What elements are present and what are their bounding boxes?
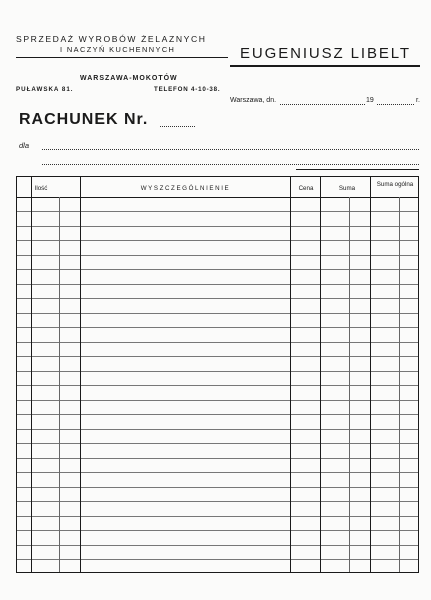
phone: TELEFON 4-10-38. [154,86,221,93]
row-line [17,240,418,241]
invoice-number-line[interactable] [160,126,195,127]
row-line [17,487,418,488]
row-line [17,458,418,459]
col-header-description: WYSZCZEGÓLNIENIE [140,185,231,192]
row-line [17,211,418,212]
date-day-line[interactable] [280,104,365,105]
row-line [17,501,418,502]
header-line1: SPRZEDAŻ WYROBÓW ŻELAZNYCH [16,34,207,44]
date-year-line[interactable] [377,104,414,105]
recipient-line-2[interactable] [42,164,419,165]
recipient-rule [296,169,419,170]
row-line [17,342,418,343]
row-line [17,472,418,473]
row-line [17,327,418,328]
column-line-quantity-outer [31,177,32,572]
column-line-description [80,177,81,572]
row-line [17,255,418,256]
row-line [17,269,418,270]
invoice-title: RACHUNEK Nr. [19,111,149,128]
header-divider [17,197,418,198]
row-line [17,414,418,415]
column-line-total-inner [399,197,400,572]
city: WARSZAWA-MOKOTÓW [80,75,178,82]
recipient-line-1[interactable] [42,149,419,150]
row-line [17,298,418,299]
col-header-sum: Suma [338,185,356,192]
row-line [17,530,418,531]
column-line-total [370,177,371,572]
header-rule-thin [16,57,228,58]
col-header-quantity: Ilość [34,185,48,192]
items-table [16,176,419,573]
recipient-label: dla [19,141,30,150]
row-line [17,284,418,285]
header-line2: I NACZYŃ KUCHENNYCH [60,45,176,54]
row-line [17,371,418,372]
column-line-price [290,177,291,572]
column-line-sum-inner [349,197,350,572]
date-year-suffix: r. [416,97,420,104]
row-line [17,559,418,560]
street-address: PUŁAWSKA 81. [16,86,74,93]
header-rule-thick [230,65,420,67]
row-line [17,429,418,430]
row-line [17,313,418,314]
row-line [17,356,418,357]
company-name: EUGENIUSZ LIBELT [240,45,411,62]
row-line [17,516,418,517]
column-line-quantity-inner [59,197,60,572]
col-header-price: Cena [298,185,314,192]
row-line [17,443,418,444]
col-header-total: Suma ogólna [376,181,414,188]
date-year-prefix: 19 [366,97,374,104]
date-place-label: Warszawa, dn. [230,97,277,104]
row-line [17,545,418,546]
row-line [17,226,418,227]
column-line-sum [320,177,321,572]
row-line [17,385,418,386]
row-line [17,400,418,401]
